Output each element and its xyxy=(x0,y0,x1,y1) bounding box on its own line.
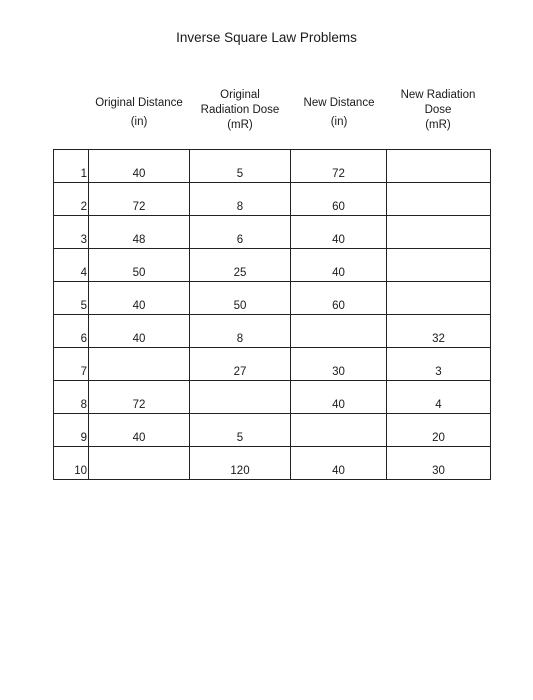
original-dose-cell: 5 xyxy=(190,414,291,447)
new-dose-cell xyxy=(387,183,491,216)
table-row xyxy=(54,183,491,216)
new-distance-cell: 30 xyxy=(291,348,387,381)
header-line: Original Distance xyxy=(95,97,183,109)
table-row xyxy=(54,282,491,315)
table-row xyxy=(54,249,491,282)
header-line: (mR) xyxy=(425,119,451,131)
new-dose-cell: 30 xyxy=(387,447,491,480)
header-original-distance xyxy=(86,96,192,130)
header-line: New Radiation xyxy=(400,89,476,101)
row-number: 4 xyxy=(54,249,89,282)
original-dose-cell: 25 xyxy=(190,249,291,282)
new-dose-cell: 32 xyxy=(387,315,491,348)
row-number: 9 xyxy=(54,414,89,447)
original-distance-cell: 72 xyxy=(89,183,190,216)
row-number: 3 xyxy=(54,216,89,249)
original-dose-cell: 8 xyxy=(190,315,291,348)
original-distance-cell: 72 xyxy=(89,381,190,414)
original-distance-cell: 48 xyxy=(89,216,190,249)
new-dose-cell: 20 xyxy=(387,414,491,447)
row-number: 1 xyxy=(54,150,89,183)
table-row xyxy=(54,348,491,381)
new-distance-cell xyxy=(291,414,387,447)
original-distance-cell xyxy=(89,348,190,381)
new-dose-cell xyxy=(387,150,491,183)
header-line: Dose xyxy=(424,104,452,116)
table-row xyxy=(54,447,491,480)
row-number: 2 xyxy=(54,183,89,216)
original-distance-cell: 40 xyxy=(89,315,190,348)
row-number: 10 xyxy=(54,447,89,480)
table-row xyxy=(54,150,491,183)
problems-table xyxy=(53,149,491,480)
original-distance-cell xyxy=(89,447,190,480)
original-distance-cell: 40 xyxy=(89,414,190,447)
original-dose-cell: 50 xyxy=(190,282,291,315)
table-row xyxy=(54,414,491,447)
header-new-radiation-dose xyxy=(387,88,489,133)
new-distance-cell: 40 xyxy=(291,216,387,249)
new-dose-cell xyxy=(387,249,491,282)
original-distance-cell: 50 xyxy=(89,249,190,282)
new-distance-cell: 72 xyxy=(291,150,387,183)
new-distance-cell: 40 xyxy=(291,249,387,282)
new-dose-cell: 4 xyxy=(387,381,491,414)
header-line: (in) xyxy=(330,116,348,128)
row-number: 5 xyxy=(54,282,89,315)
original-dose-cell: 27 xyxy=(190,348,291,381)
header-line: Radiation Dose xyxy=(200,104,280,116)
new-distance-cell: 60 xyxy=(291,282,387,315)
new-dose-cell: 3 xyxy=(387,348,491,381)
row-number: 8 xyxy=(54,381,89,414)
header-line: New Distance xyxy=(303,97,375,109)
table-row xyxy=(54,216,491,249)
row-number: 7 xyxy=(54,348,89,381)
header-line: (mR) xyxy=(227,119,253,131)
new-distance-cell: 40 xyxy=(291,381,387,414)
table-row xyxy=(54,315,491,348)
original-dose-cell: 6 xyxy=(190,216,291,249)
header-line: Original xyxy=(220,89,260,101)
header-line: (in) xyxy=(130,116,148,128)
new-dose-cell xyxy=(387,282,491,315)
original-dose-cell: 120 xyxy=(190,447,291,480)
new-distance-cell: 40 xyxy=(291,447,387,480)
header-original-radiation-dose xyxy=(190,88,290,133)
table-row xyxy=(54,381,491,414)
original-dose-cell: 5 xyxy=(190,150,291,183)
original-distance-cell: 40 xyxy=(89,150,190,183)
row-number: 6 xyxy=(54,315,89,348)
new-dose-cell xyxy=(387,216,491,249)
original-dose-cell: 8 xyxy=(190,183,291,216)
original-dose-cell xyxy=(190,381,291,414)
new-distance-cell: 60 xyxy=(291,183,387,216)
page-title: Inverse Square Law Problems xyxy=(176,30,357,45)
header-new-distance xyxy=(290,96,388,130)
new-distance-cell xyxy=(291,315,387,348)
original-distance-cell: 40 xyxy=(89,282,190,315)
